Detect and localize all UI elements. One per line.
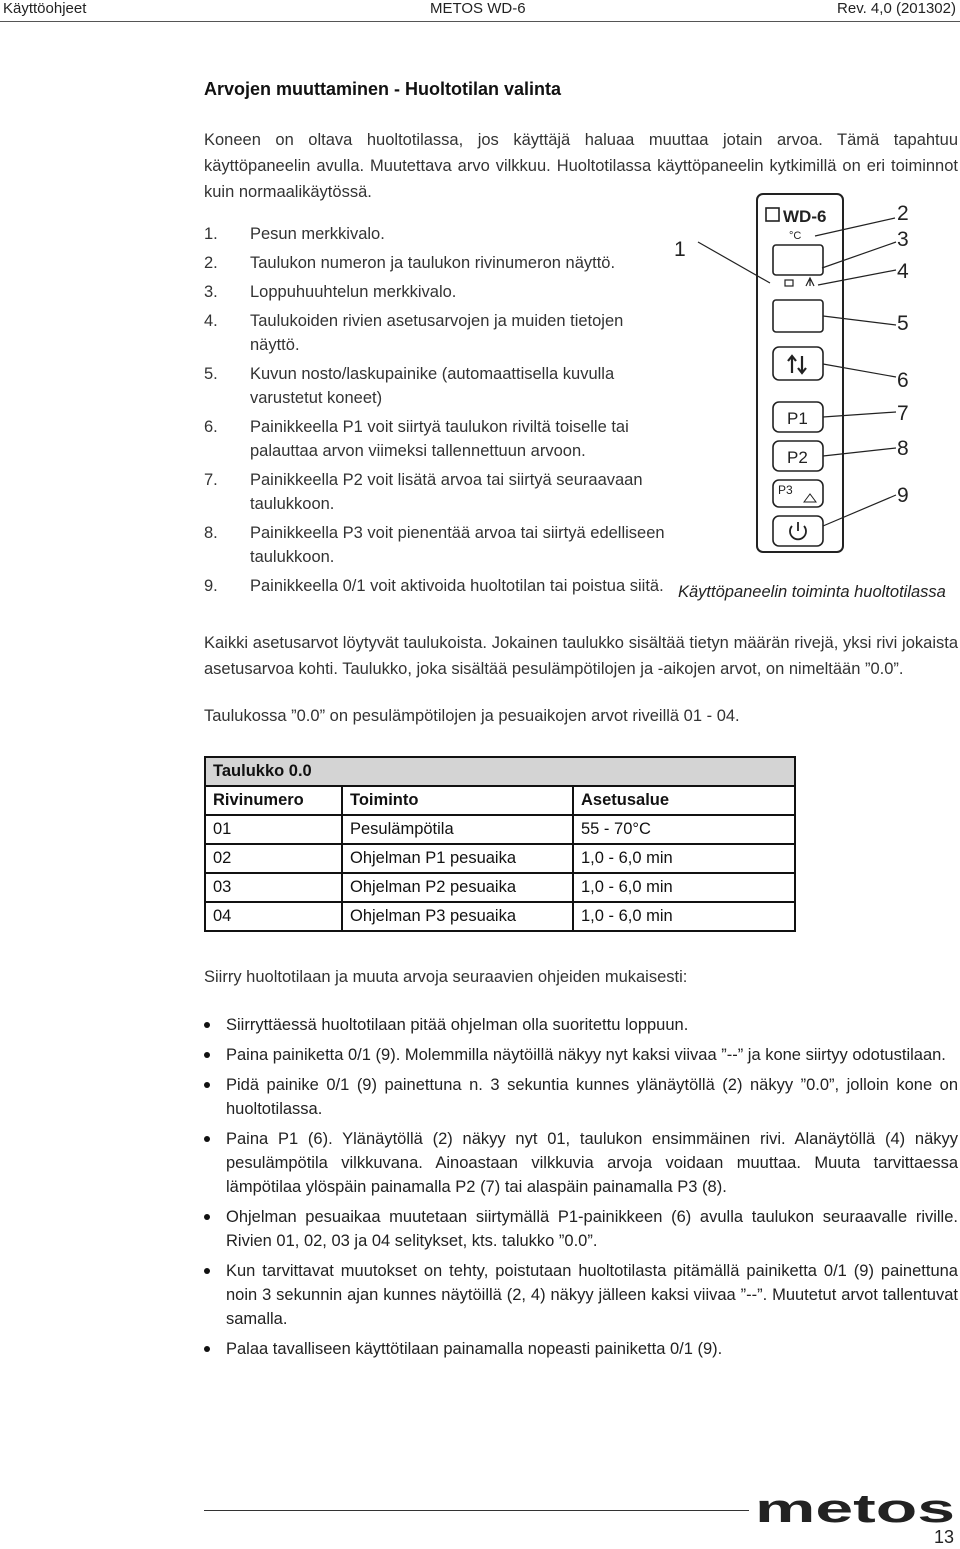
table-caption: Taulukko 0.0	[205, 757, 795, 786]
header-divider	[0, 21, 960, 22]
header-revision: Rev. 4,0 (201302)	[837, 0, 956, 17]
list-item-text: Loppuhuuhtelun merkkivalo.	[250, 283, 457, 301]
callout-4: 4	[897, 260, 909, 283]
list-item	[204, 309, 674, 357]
list-item	[204, 415, 674, 463]
callout-6: 6	[897, 369, 909, 392]
metos-logo	[755, 1492, 955, 1526]
settings-table	[204, 756, 796, 932]
table-cell: Ohjelman P2 pesuaika	[342, 873, 573, 902]
table-cell: 01	[205, 815, 342, 844]
table-cell: 02	[205, 844, 342, 873]
table-header-cell: Asetusalue	[573, 786, 795, 815]
list-item	[204, 362, 674, 410]
panel-unit-label: °C	[789, 230, 802, 242]
table-cell: Ohjelman P1 pesuaika	[342, 844, 573, 873]
list-item-number: 7.	[204, 471, 218, 489]
lower-display	[773, 300, 823, 332]
logo-text: metos	[755, 1492, 955, 1526]
numbered-list	[204, 222, 674, 603]
upper-display	[773, 245, 823, 275]
table-cell: 55 - 70°C	[573, 815, 795, 844]
list-item: Ohjelman pesuaikaa muutetaan siirtymällä P1-painikkeen (6) avulla taulukon seuraavalle riville. Rivien 01, 02, 03 ja 04 selitykset, kts. talukko ”0.0”.	[204, 1205, 958, 1253]
figure-caption: Käyttöpaneelin toiminta huoltotilassa	[678, 583, 946, 601]
list-item-text: Taulukon numeron ja taulukon rivinumeron näyttö.	[250, 254, 616, 272]
list-item-number: 8.	[204, 524, 218, 542]
list-item	[204, 521, 674, 569]
callout-8: 8	[897, 437, 909, 460]
p2-button-label: P2	[787, 448, 808, 467]
table-cell: 1,0 - 6,0 min	[573, 873, 795, 902]
list-item-text: Painikkeella P3 voit pienentää arvoa tai siirtyä edelliseen taulukkoon.	[250, 524, 665, 566]
table-header-cell: Rivinumero	[205, 786, 342, 815]
list-item-text: Kuvun nosto/laskupainike (automaattisella kuvulla varustetut koneet)	[250, 365, 615, 407]
callout-2: 2	[897, 202, 909, 225]
callout-9: 9	[897, 484, 909, 507]
list-item-number: 6.	[204, 418, 218, 436]
list-item: Paina P1 (6). Ylänäytöllä (2) näkyy nyt 01, taulukon ensimmäinen rivi. Alanäytöllä (4) näkyy pesulämpötila vilkkuvana. Ainoastaan vilkkuvia arvoja voidaan muuttaa. Muuta tarvittaessa lämpötilaa ylöspäin painamalla P2 (7) tai alaspäin painamalla P3 (8).	[204, 1127, 958, 1199]
p3-button-label: P3	[778, 483, 793, 497]
list-item	[204, 222, 674, 246]
callout-7: 7	[897, 402, 909, 425]
section-title: Arvojen muuttaminen - Huoltotilan valinta	[204, 79, 562, 99]
list-item	[204, 280, 674, 304]
list-item-text: Painikkeella 0/1 voit aktivoida huoltotilan tai poistua siitä.	[250, 577, 664, 595]
paragraph-instructions-intro: Siirry huoltotilaan ja muuta arvoja seuraavien ohjeiden mukaisesti:	[204, 968, 688, 986]
table-header-row	[205, 786, 795, 815]
list-item-text: Taulukoiden rivien asetusarvojen ja muiden tietojen näyttö.	[250, 312, 624, 354]
table-cell: 1,0 - 6,0 min	[573, 844, 795, 873]
list-item-number: 4.	[204, 312, 218, 330]
list-item: Kun tarvittavat muutokset on tehty, poistutaan huoltotilasta pitämällä painiketta 0/1 (9) painettuna noin 3 sekunnin ajan kunnes näytöillä (2, 4) näkyy jälleen kaksi viivaa ”--”. Muutetut arvot tallentuvat samalla.	[204, 1259, 958, 1331]
table-header-cell: Toiminto	[342, 786, 573, 815]
table-row	[205, 902, 795, 931]
p1-button-label: P1	[787, 409, 808, 428]
list-item-text: Painikkeella P1 voit siirtyä taulukon riviltä toiselle tai palauttaa arvon viimeksi tallennettuun arvoon.	[250, 418, 629, 460]
control-panel-figure	[660, 190, 960, 570]
table-row	[205, 844, 795, 873]
table-cell: 04	[205, 902, 342, 931]
list-item	[204, 574, 674, 598]
table-cell: Ohjelman P3 pesuaika	[342, 902, 573, 931]
callout-5: 5	[897, 312, 909, 335]
list-item-number: 9.	[204, 577, 218, 595]
header-doc-type: Käyttöohjeet	[3, 0, 87, 17]
list-item: Paina painiketta 0/1 (9). Molemmilla näytöillä näkyy nyt kaksi viivaa ”--” ja kone siirtyy odotustilaan.	[204, 1043, 958, 1067]
panel-model-label: WD-6	[783, 207, 827, 226]
callout-1: 1	[674, 238, 686, 261]
header-model: METOS WD-6	[430, 0, 526, 17]
list-item-text: Painikkeella P2 voit lisätä arvoa tai siirtyä seuraavaan taulukkoon.	[250, 471, 643, 513]
list-item-number: 5.	[204, 365, 218, 383]
page-header	[0, 0, 960, 19]
list-item	[204, 468, 674, 516]
list-item: Pidä painike 0/1 (9) painettuna n. 3 sekuntia kunnes ylänäytöllä (2) näkyy ”0.0”, jolloin kone on huoltotilassa.	[204, 1073, 958, 1121]
footer-divider	[204, 1510, 749, 1511]
callout-3: 3	[897, 228, 909, 251]
list-item-number: 3.	[204, 283, 218, 301]
page-number: 13	[933, 1527, 954, 1547]
list-item: Palaa tavalliseen käyttötilaan painamalla nopeasti painiketta 0/1 (9).	[204, 1337, 958, 1361]
hood-button[interactable]	[773, 347, 823, 380]
list-item-number: 2.	[204, 254, 218, 272]
table-caption-row	[205, 757, 795, 786]
table-row	[205, 815, 795, 844]
list-item	[204, 251, 674, 275]
list-item-number: 1.	[204, 225, 218, 243]
table-cell: 03	[205, 873, 342, 902]
instruction-list	[204, 1013, 958, 1367]
list-item: Siirryttäessä huoltotilaan pitää ohjelman olla suoritettu loppuun.	[204, 1013, 958, 1037]
intro-paragraph: Koneen on oltava huoltotilassa, jos käyttäjä haluaa muuttaa jotain arvoa. Tämä tapahtuu käyttöpaneelin avulla. Muutettava arvo vilkkuu. Huoltotilassa käyttöpaneelin kytkimillä on eri toiminnot kuin normaalikäytössä.	[204, 131, 958, 201]
paragraph-tables: Kaikki asetusarvot löytyvät taulukoista. Jokainen taulukko sisältää tietyn määrän rivejä, yksi rivi jokaista asetusarvoa kohti. Taulukko, joka sisältää pesulämpötilojen ja -aikojen arvot, on nimeltään ”0.0”.	[204, 634, 958, 678]
table-cell: Pesulämpötila	[342, 815, 573, 844]
paragraph-table-intro: Taulukossa ”0.0” on pesulämpötilojen ja pesuaikojen arvot riveillä 01 - 04.	[204, 707, 740, 725]
list-item-text: Pesun merkkivalo.	[250, 225, 385, 243]
table-row	[205, 873, 795, 902]
table-cell: 1,0 - 6,0 min	[573, 902, 795, 931]
